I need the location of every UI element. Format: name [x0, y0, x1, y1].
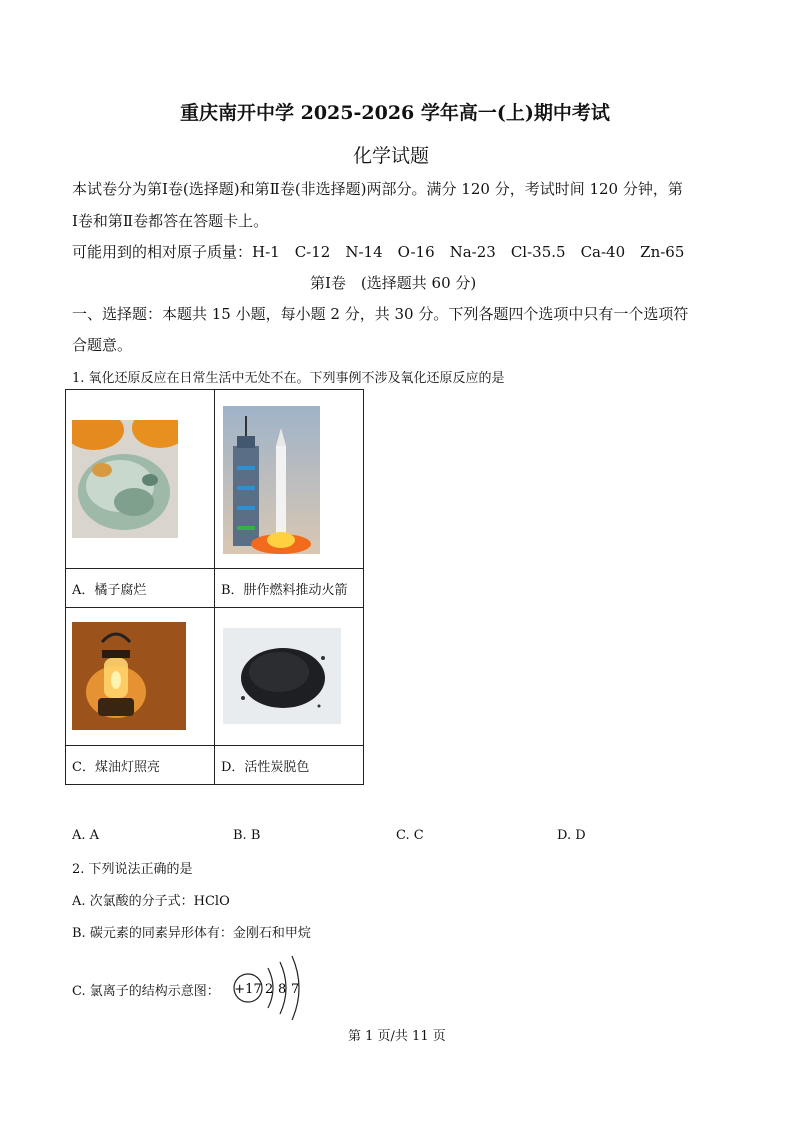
exam-title: 重庆南开中学 2025-2026 学年高一(上)期中考试: [180, 102, 610, 124]
kerosene-lamp-image: [72, 622, 186, 730]
option-c-caption: C．煤油灯照亮: [66, 746, 215, 785]
chloride-ion-structure-diagram: [228, 952, 318, 1028]
intro-line-2: Ⅰ卷和第Ⅱ卷都答在答题卡上。: [72, 212, 269, 230]
activated-carbon-image: [223, 628, 341, 724]
option-a-caption: A．橘子腐烂: [66, 569, 215, 608]
option-d-caption: D．活性炭脱色: [215, 746, 364, 785]
option-b-caption: B．肼作燃料推动火箭: [215, 569, 364, 608]
exam-subtitle: 化学试题: [353, 145, 430, 167]
shell-electrons-2: 8: [278, 982, 287, 997]
section-instructions-1: 一、选择题：本题共 15 小题，每小题 2 分，共 30 分。下列各题四个选项中只有一个选项符: [72, 305, 689, 323]
nucleus-charge: +17: [234, 982, 262, 997]
q1-answer-c: C. C: [396, 828, 424, 843]
intro-line-1: 本试卷分为第Ⅰ卷(选择题)和第Ⅱ卷(非选择题)两部分。满分 120 分，考试时间 120 分钟，第: [72, 180, 683, 198]
option-c-image-cell: [66, 608, 215, 746]
q2-option-a: A. 次氯酸的分子式：HClO: [72, 894, 230, 909]
option-b-image-cell: [215, 390, 364, 569]
question-1-stem: 1. 氧化还原反应在日常生活中无处不在。下列事例不涉及氧化还原反应的是: [72, 371, 505, 386]
section-heading: 第Ⅰ卷 (选择题共 60 分): [310, 274, 477, 292]
atomic-mass-line: 可能用到的相对原子质量：H-1 C-12 N-14 O-16 Na-23 Cl-35.5 Ca-40 Zn-65: [72, 243, 685, 261]
q1-answer-b: B. B: [233, 828, 261, 843]
q2-option-c: C. 氯离子的结构示意图：: [72, 984, 220, 999]
question-1-option-table: [65, 389, 364, 785]
page-footer: 第 1 页/共 11 页: [348, 1029, 446, 1044]
q1-answer-d: D. D: [557, 828, 586, 843]
rotten-orange-image: [72, 420, 178, 538]
question-2-stem: 2. 下列说法正确的是: [72, 862, 193, 877]
q1-answer-a: A. A: [72, 828, 100, 843]
section-instructions-2: 合题意。: [72, 336, 133, 354]
rocket-launch-image: [223, 406, 320, 554]
q2-option-b: B. 碳元素的同素异形体有：金刚石和甲烷: [72, 926, 311, 941]
option-d-image-cell: [215, 608, 364, 746]
shell-electrons-1: 2: [265, 982, 274, 997]
option-a-image-cell: [66, 390, 215, 569]
shell-electrons-3: 7: [291, 982, 300, 997]
